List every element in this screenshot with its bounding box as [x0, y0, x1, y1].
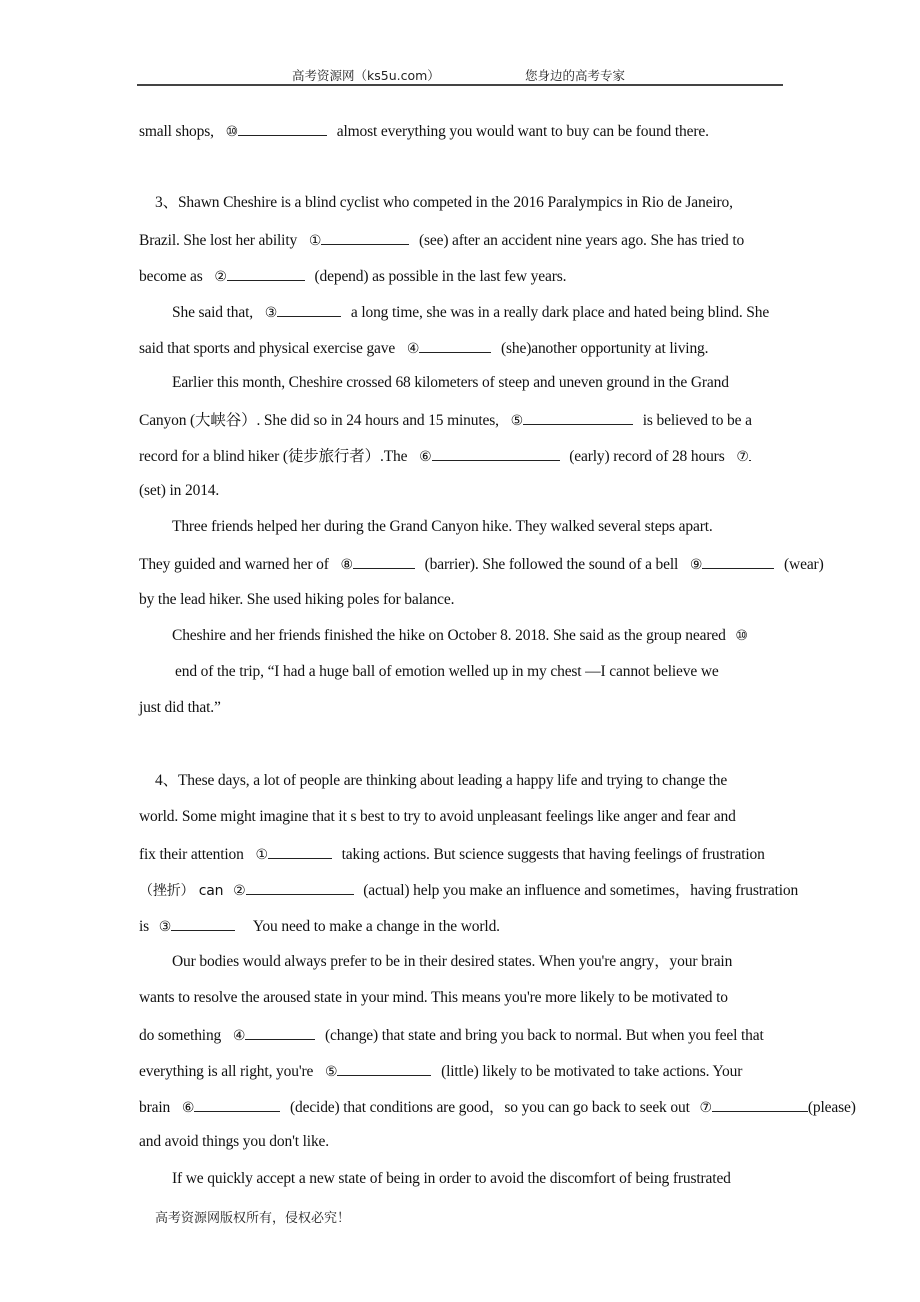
answer-blank: [277, 301, 341, 317]
text: taking actions. But science suggests that having feelings of frustration: [341, 846, 765, 863]
header-divider: [137, 84, 783, 86]
answer-blank: [194, 1096, 280, 1112]
question-4-line-9: [139, 1060, 742, 1082]
question-4-line-6: Our bodies would always prefer to be in their desired states. When you're angry，your brain: [172, 953, 733, 970]
answer-blank: [749, 445, 751, 461]
question-4-line-7: wants to resolve the aroused state in your mind. This means you're more likely to be motivated to: [139, 989, 728, 1006]
carryover-line: [139, 120, 709, 142]
blank-number: ④: [406, 341, 420, 357]
text: everything is all right, you're: [139, 1063, 314, 1080]
question-3-line-1: 3、Shawn Cheshire is a blind cyclist who competed in the 2016 Paralympics in Rio de Janeiro,: [155, 194, 733, 211]
blank-number: ⑦: [736, 449, 749, 465]
text: (little) likely to be motivated to take actions. Your: [441, 1063, 743, 1080]
question-4-line-2: world. Some might imagine that it s best to try to avoid unpleasant feelings like anger and fear and: [139, 808, 736, 825]
question-4-line-1: 4、These days, a lot of people are thinking about leading a happy life and trying to change the: [155, 772, 728, 789]
blank-number: ②: [233, 883, 246, 899]
blank-number: ⑤: [324, 1064, 338, 1080]
blank-number: ②: [214, 269, 227, 285]
text: She said that,: [172, 304, 253, 321]
text: brain: [139, 1099, 171, 1116]
text: is believed to be a: [642, 412, 752, 429]
question-3-line-4: [172, 301, 769, 323]
text: said that sports and physical exercise gave: [139, 340, 396, 357]
blank-number: ⑥: [419, 449, 432, 465]
question-4-line-3: [139, 843, 765, 865]
question-4-line-11: and avoid things you don't like.: [139, 1133, 330, 1150]
text: (decide) that conditions are good，so you can go back to seek out: [289, 1099, 690, 1116]
question-3-line-13: [172, 626, 748, 646]
header-bar: [137, 64, 783, 86]
blank-number: ⑦: [699, 1100, 712, 1116]
answer-blank: [238, 120, 327, 136]
blank-number: ⑤: [510, 413, 524, 429]
blank-number: ③: [158, 919, 172, 935]
answer-blank: [419, 337, 491, 353]
text: record for a blind hiker (徒步旅行者）.The: [139, 448, 408, 465]
answer-blank: [227, 265, 305, 281]
header-slogan: 您身边的高考专家: [525, 68, 626, 83]
question-3-line-10: Three friends helped her during the Grand Canyon hike. They walked several steps apart.: [172, 518, 713, 535]
answer-blank: [712, 1096, 808, 1112]
answer-blank: [337, 1060, 431, 1076]
text: They guided and warned her of: [139, 556, 329, 573]
blank-number: ①: [255, 847, 268, 863]
blank-number: ⑨: [689, 557, 703, 573]
text: is: [139, 918, 150, 935]
text: (change) that state and bring you back to normal. But when you feel that: [325, 1027, 764, 1044]
text: small shops,: [139, 123, 214, 140]
text: become as: [139, 268, 203, 285]
answer-blank: [245, 1024, 315, 1040]
text: a long time, she was in a really dark place and hated being blind. She: [350, 304, 770, 321]
question-3-line-15: just did that.”: [139, 699, 221, 716]
text: (barrier). She followed the sound of a bell: [424, 556, 679, 573]
text: (see) after an accident nine years ago. She has tried to: [418, 232, 745, 249]
question-4-line-10: [139, 1096, 856, 1118]
blank-number: ⑩: [735, 628, 748, 644]
text: (early) record of 28 hours: [569, 448, 725, 465]
answer-blank: [268, 843, 332, 859]
answer-blank: [321, 229, 409, 245]
blank-number: ④: [232, 1028, 246, 1044]
question-3-line-12: by the lead hiker. She used hiking poles for balance.: [139, 591, 455, 608]
answer-blank: [353, 553, 415, 569]
question-4-line-8: [139, 1024, 764, 1046]
text: Cheshire and her friends finished the hike on October 8. 2018. She said as the group neared: [172, 627, 726, 644]
answer-blank: [432, 445, 560, 461]
question-3-line-7: [139, 409, 752, 431]
header-site-name: 高考资源网（ks5u.com）: [292, 68, 440, 83]
text: (actual) help you make an influence and sometimes，having frustration: [363, 882, 799, 899]
page-footer: 高考资源网版权所有，侵权必究！: [155, 1211, 351, 1226]
question-3-line-8: [139, 445, 751, 467]
text: almost everything you would want to buy can be found there.: [336, 123, 709, 140]
text: fix their attention: [139, 846, 244, 863]
answer-blank: [702, 553, 774, 569]
answer-blank: [171, 915, 235, 931]
blank-number: ⑧: [340, 557, 353, 573]
question-3-line-11: [139, 553, 824, 575]
text: (wear): [784, 556, 824, 573]
text: do something: [139, 1027, 222, 1044]
question-3-line-14: end of the trip, “I had a huge ball of emotion welled up in my chest —I cannot believe we: [175, 663, 719, 680]
text: Canyon (大峡谷）. She did so in 24 hours and 15 minutes,: [139, 412, 499, 429]
answer-blank: [246, 879, 354, 895]
question-3-line-2: [139, 229, 744, 251]
answer-blank: [523, 409, 633, 425]
blank-number: ⑥: [181, 1100, 195, 1116]
text: You need to make a change in the world.: [252, 918, 500, 935]
text: (she)another opportunity at living.: [500, 340, 709, 357]
question-4-line-4: [139, 879, 798, 901]
blank-number: ⑩: [225, 124, 238, 140]
question-3-line-5: [139, 337, 708, 359]
question-3-line-6: Earlier this month, Cheshire crossed 68 kilometers of steep and uneven ground in the Grand: [172, 374, 729, 391]
question-3-line-3: [139, 265, 566, 287]
question-4-line-12: If we quickly accept a new state of being in order to avoid the discomfort of being frustrated: [172, 1170, 731, 1187]
question-3-line-9: (set) in 2014.: [139, 482, 220, 499]
text: （挫折） can: [139, 883, 224, 899]
question-4-line-5: [139, 915, 500, 937]
text: Brazil. She lost her ability: [139, 232, 298, 249]
blank-number: ③: [264, 305, 278, 321]
text: (please): [807, 1099, 856, 1116]
text: (depend) as possible in the last few years.: [314, 268, 567, 285]
blank-number: ①: [308, 233, 322, 249]
